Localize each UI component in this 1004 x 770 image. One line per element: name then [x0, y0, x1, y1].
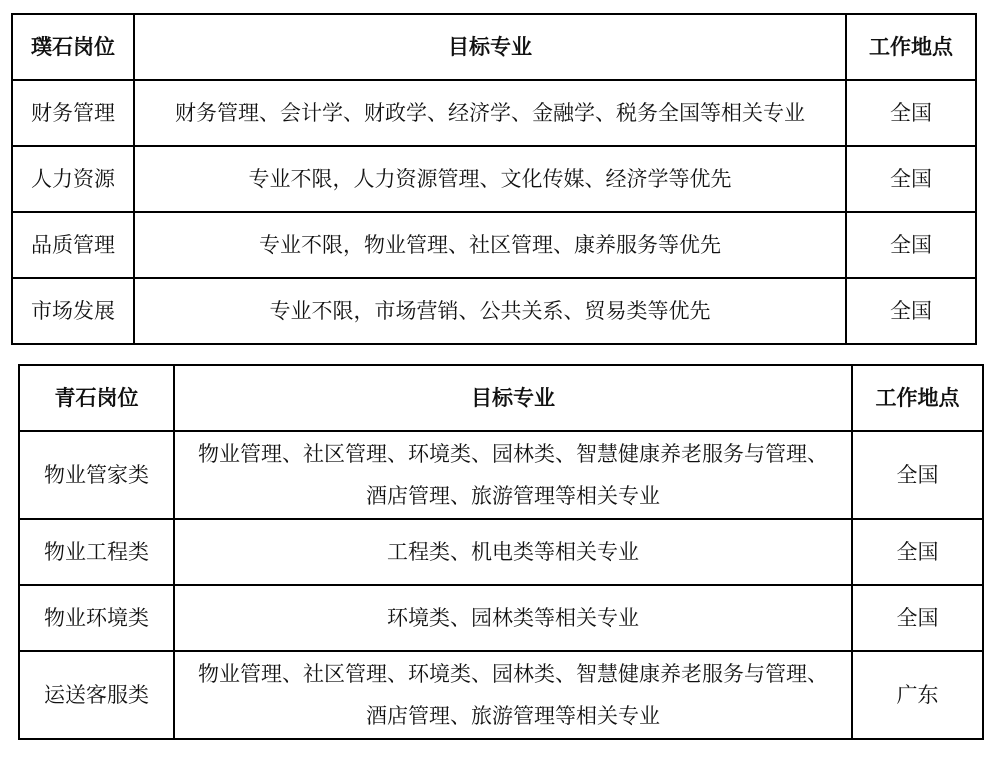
- location-cell: 全国: [846, 80, 976, 146]
- majors-line: 酒店管理、旅游管理等相关专业: [366, 484, 660, 508]
- majors-cell: 环境类、园林类等相关专业: [174, 585, 852, 651]
- location-cell: 全国: [846, 212, 976, 278]
- table-row: [12, 146, 976, 212]
- location-cell: 全国: [852, 585, 983, 651]
- majors-line: 酒店管理、旅游管理等相关专业: [366, 704, 660, 728]
- header-location: 工作地点: [852, 365, 983, 431]
- majors-cell: 工程类、机电类等相关专业: [174, 519, 852, 585]
- header-location: 工作地点: [846, 14, 976, 80]
- location-cell: 全国: [846, 278, 976, 344]
- table-row: [19, 519, 983, 585]
- position-cell: 运送客服类: [19, 651, 174, 739]
- majors-cell: [174, 651, 852, 739]
- qingshi-positions-table: [18, 364, 984, 740]
- majors-cell: 专业不限，人力资源管理、文化传媒、经济学等优先: [134, 146, 846, 212]
- header-majors: 目标专业: [174, 365, 852, 431]
- majors-cell: [174, 431, 852, 519]
- table-header-row: [19, 365, 983, 431]
- location-cell: 全国: [846, 146, 976, 212]
- majors-line: 物业管理、社区管理、环境类、园林类、智慧健康养老服务与管理、: [198, 442, 828, 466]
- header-position: 璞石岗位: [12, 14, 134, 80]
- table-row: [19, 431, 983, 519]
- position-cell: 市场发展: [12, 278, 134, 344]
- table-row: [12, 212, 976, 278]
- header-position: 青石岗位: [19, 365, 174, 431]
- position-cell: 物业管家类: [19, 431, 174, 519]
- header-majors: 目标专业: [134, 14, 846, 80]
- position-cell: 物业环境类: [19, 585, 174, 651]
- majors-line: 物业管理、社区管理、环境类、园林类、智慧健康养老服务与管理、: [198, 662, 828, 686]
- table-row: [12, 278, 976, 344]
- location-cell: 全国: [852, 519, 983, 585]
- majors-cell: 财务管理、会计学、财政学、经济学、金融学、税务全国等相关专业: [134, 80, 846, 146]
- table-header-row: [12, 14, 976, 80]
- location-cell: 全国: [852, 431, 983, 519]
- majors-cell: 专业不限，市场营销、公共关系、贸易类等优先: [134, 278, 846, 344]
- table-row: [19, 651, 983, 739]
- position-cell: 品质管理: [12, 212, 134, 278]
- location-cell: 广东: [852, 651, 983, 739]
- table-row: [12, 80, 976, 146]
- majors-cell: 专业不限，物业管理、社区管理、康养服务等优先: [134, 212, 846, 278]
- position-cell: 财务管理: [12, 80, 134, 146]
- position-cell: 物业工程类: [19, 519, 174, 585]
- position-cell: 人力资源: [12, 146, 134, 212]
- pushi-positions-table: [11, 13, 977, 345]
- table-row: [19, 585, 983, 651]
